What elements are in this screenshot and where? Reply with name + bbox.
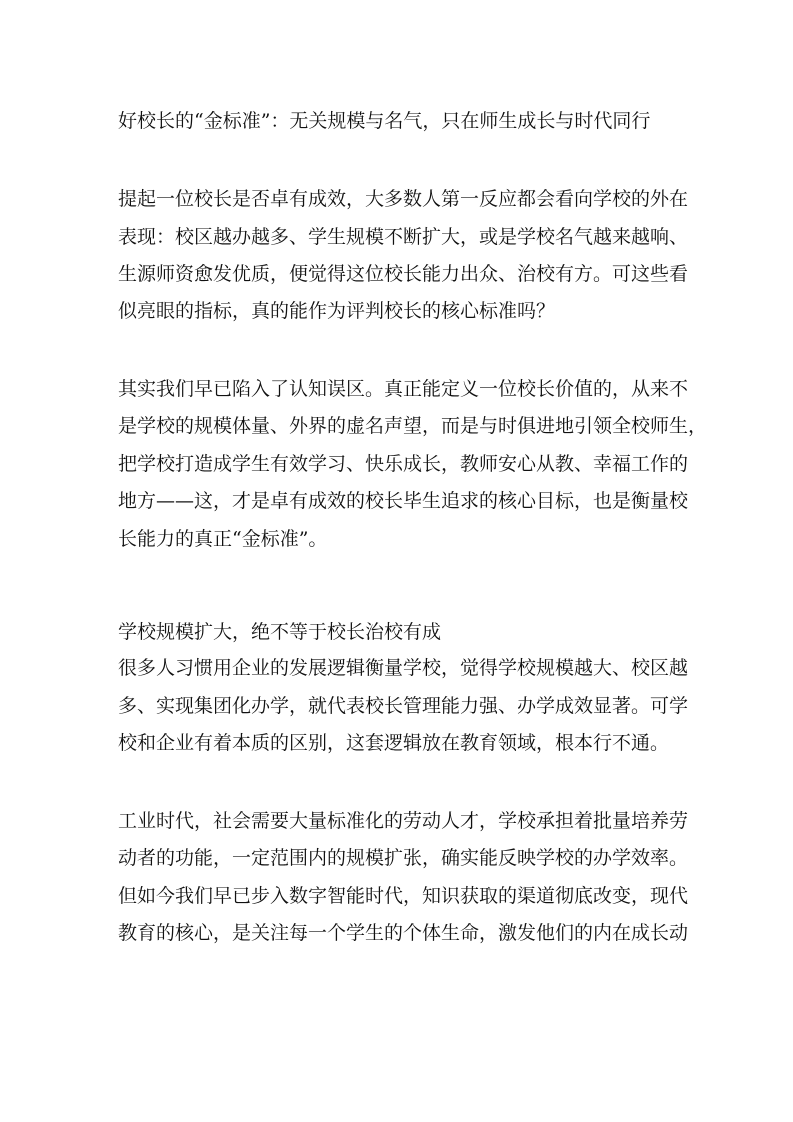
text-line: 长能力的真正“金标准”。	[118, 528, 328, 550]
text-line: 工业时代，社会需要大量标准化的劳动人才，学校承担着批量培养劳	[118, 810, 689, 832]
text-line: 提起一位校长是否卓有成效，大多数人第一反应都会看向学校的外在	[118, 188, 689, 210]
text-line: 似亮眼的指标，真的能作为评判校长的核心标准吗？	[118, 300, 556, 322]
text-line: 校和企业有着本质的区别，这套逻辑放在教育领域，根本行不通。	[118, 732, 670, 754]
article-title: 好校长的“金标准”：无关规模与名气，只在师生成长与时代同行	[118, 110, 651, 132]
text-line: 生源师资愈发优质，便觉得这位校长能力出众、治校有方。可这些看	[118, 263, 689, 285]
text-line: 教育的核心，是关注每一个学生的个体生命，激发他们的内在成长动	[118, 922, 689, 944]
text-line: 其实我们早已陷入了认知误区。真正能定义一位校长价值的，从来不	[118, 378, 689, 400]
text-line: 但如今我们早已步入数字智能时代，知识获取的渠道彻底改变，现代	[118, 885, 689, 907]
text-line: 动者的功能，一定范围内的规模扩张，确实能反映学校的办学效率。	[118, 847, 689, 869]
text-line: 地方——这，才是卓有成效的校长毕生追求的核心目标，也是衡量校	[118, 490, 689, 512]
text-line: 把学校打造成学生有效学习、快乐成长，教师安心从教、幸福工作的	[118, 453, 689, 475]
text-line: 很多人习惯用企业的发展逻辑衡量学校，觉得学校规模越大、校区越	[118, 657, 689, 679]
text-line: 表现：校区越办越多、学生规模不断扩大，或是学校名气越来越响、	[118, 226, 689, 248]
section-heading: 学校规模扩大，绝不等于校长治校有成	[118, 621, 442, 643]
text-line: 多、实现集团化办学，就代表校长管理能力强、办学成效显著。可学	[118, 695, 689, 717]
text-line: 是学校的规模体量、外界的虚名声望，而是与时俱进地引领全校师生，	[118, 415, 708, 437]
